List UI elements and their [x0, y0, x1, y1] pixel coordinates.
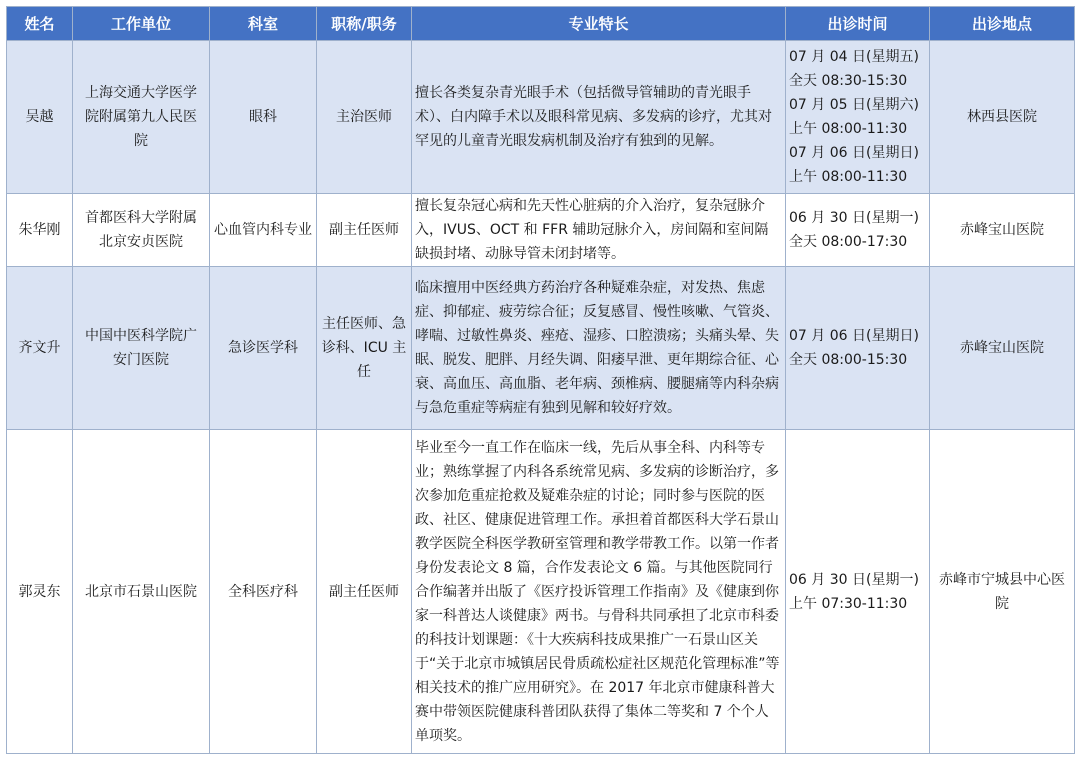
department: 全科医疗科: [210, 430, 317, 754]
location: 赤峰宝山医院: [930, 194, 1075, 267]
department: 眼科: [210, 41, 317, 194]
header-dept: 科室: [210, 7, 317, 41]
table-row: [7, 41, 1075, 194]
schedule-line: 全天 08:00-17:30: [789, 234, 908, 250]
job-title: 副主任医师: [317, 430, 412, 754]
header-title: 职称/职务: [317, 7, 412, 41]
header-specialty: 专业特长: [412, 7, 786, 41]
schedule-line: 全天 08:00-15:30: [789, 352, 908, 368]
doctor-name: 朱华刚: [7, 194, 73, 267]
work-unit: 首都医科大学附属北京安贞医院: [73, 194, 210, 267]
specialty: 毕业至今一直工作在临床一线，先后从事全科、内科等专业；熟练掌握了内科各系统常见病、多发病的诊断治疗，多次参加危重症抢救及疑难杂症的讨论；同时参与医院的医政、社区、健康促进管理工作。承担着首都医科大学石景山教学医院全科医学教研室管理和教学带教工作。以第一作者身份发表论文 8 篇，合作发表论文 6 篇。与其他医院同行合作编著并出版了《医疗投诉管理工作指南》及《健康到你家一科普达人谈健康》两书。与骨科共同承担了北京市科委的科技计划课题：《十大疾病科技成果推广一石景山区关于“关于北京市城镇居民骨质疏松症社区规范化管理标准”等相关技术的推广应用研究》。在 2017 年北京市健康科普大赛中带领医院健康科普团队获得了集体二等奖和 7 个个人单项奖。: [412, 430, 786, 754]
specialty: 临床擅用中医经典方药治疗各种疑难杂症，对发热、焦虑症、抑郁症、疲劳综合征；反复感冒、慢性咳嗽、气管炎、哮喘、过敏性鼻炎、痤疮、湿疹、口腔溃疡；头痛头晕、失眠、脱发、肥胖、月经失调、阳痿早泄、更年期综合征、心衰、高血压、高血脂、老年病、颈椎病、腰腿痛等内科杂病与急危重症等病症有独到见解和较好疗效。: [412, 267, 786, 430]
department: 心血管内科专业: [210, 194, 317, 267]
table-header-row: [7, 7, 1075, 41]
schedule-line: 06 月 30 日(星期一): [789, 571, 919, 588]
schedule-line: 上午 08:00-11:30: [789, 121, 908, 137]
schedule-line: 07 月 05 日(星期六): [789, 97, 919, 113]
specialty: 擅长各类复杂青光眼手术（包括微导管辅助的青光眼手术）、白内障手术以及眼科常见病、多发病的诊疗，尤其对罕见的儿童青光眼发病机制及治疗有独到的见解。: [412, 41, 786, 194]
table-row: [7, 430, 1075, 754]
location: 赤峰市宁城县中心医院: [930, 430, 1075, 754]
schedule: [786, 41, 930, 194]
doctor-name: 齐文升: [7, 267, 73, 430]
job-title: 主治医师: [317, 41, 412, 194]
schedule-line: 全天 08:30-15:30: [789, 73, 908, 89]
schedule-line: 07 月 04 日(星期五): [789, 49, 919, 65]
work-unit: 北京市石景山医院: [73, 430, 210, 754]
header-schedule: 出诊时间: [786, 7, 930, 41]
schedule-line: 06 月 30 日(星期一): [789, 210, 919, 226]
expert-schedule-table: [6, 6, 1075, 754]
schedule: [786, 430, 930, 754]
schedule-line: 07 月 06 日(星期日): [789, 328, 919, 344]
doctor-name: 郭灵东: [7, 430, 73, 754]
department: 急诊医学科: [210, 267, 317, 430]
job-title: 副主任医师: [317, 194, 412, 267]
schedule-line: 上午 07:30-11:30: [789, 595, 908, 612]
header-unit: 工作单位: [73, 7, 210, 41]
specialty: 擅长复杂冠心病和先天性心脏病的介入治疗，复杂冠脉介入，IVUS、OCT 和 FFR 辅助冠脉介入，房间隔和室间隔缺损封堵、动脉导管未闭封堵等。: [412, 194, 786, 267]
schedule: [786, 267, 930, 430]
location: 林西县医院: [930, 41, 1075, 194]
header-location: 出诊地点: [930, 7, 1075, 41]
work-unit: 中国中医科学院广安门医院: [73, 267, 210, 430]
table-row: [7, 194, 1075, 267]
schedule: [786, 194, 930, 267]
location: 赤峰宝山医院: [930, 267, 1075, 430]
table-row: [7, 267, 1075, 430]
schedule-line: 07 月 06 日(星期日): [789, 145, 919, 161]
header-name: 姓名: [7, 7, 73, 41]
doctor-name: 吴越: [7, 41, 73, 194]
work-unit: 上海交通大学医学院附属第九人民医院: [73, 41, 210, 194]
job-title: 主任医师、急诊科、ICU 主任: [317, 267, 412, 430]
schedule-line: 上午 08:00-11:30: [789, 169, 908, 185]
